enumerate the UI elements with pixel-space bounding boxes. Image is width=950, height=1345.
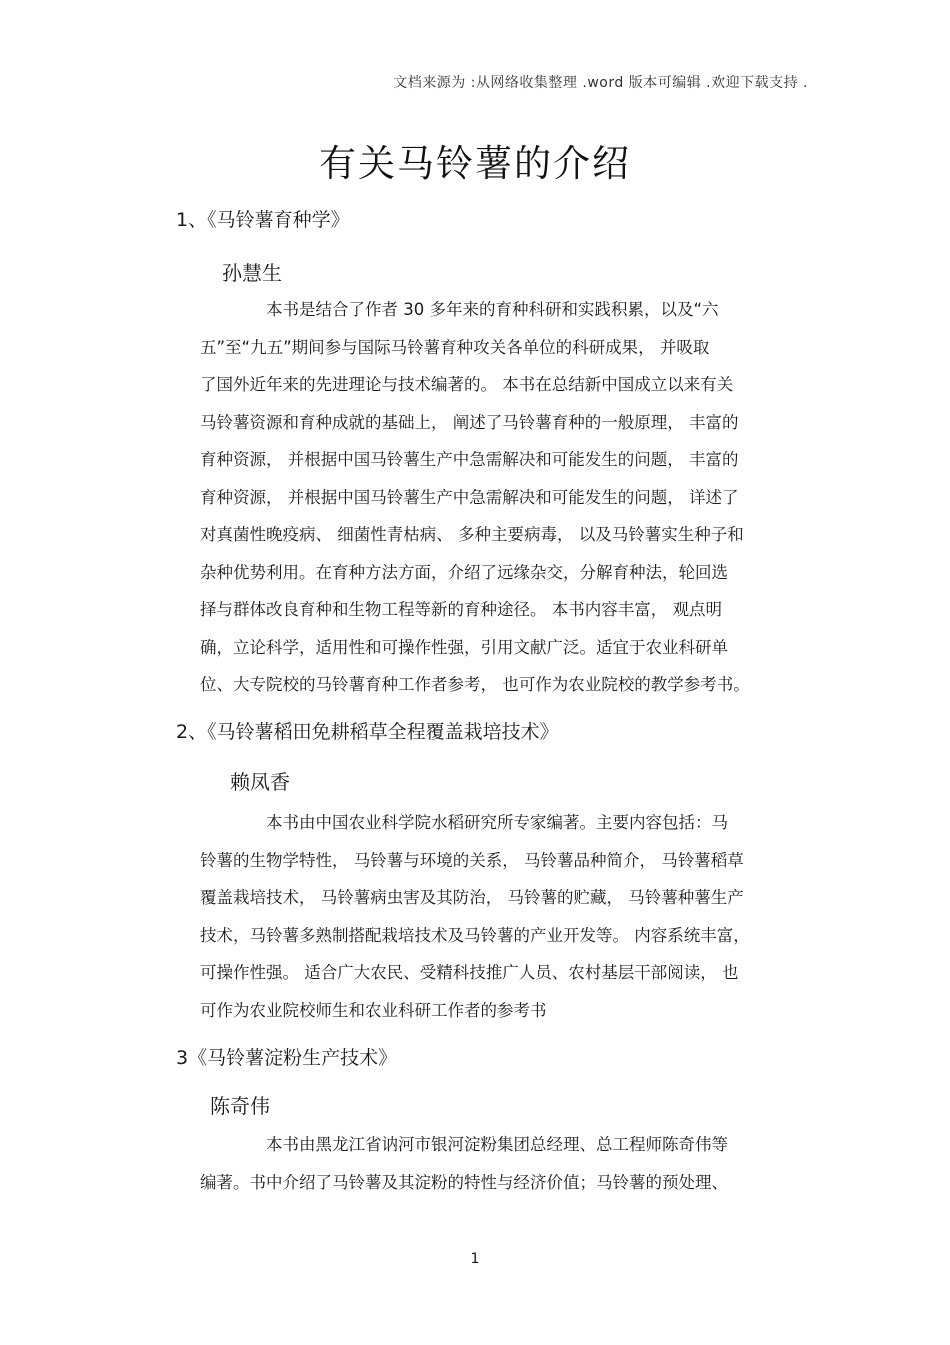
section-body-1 <box>200 291 804 704</box>
section-author-1: 孙慧生 <box>222 261 282 285</box>
body-line: 确，立论科学，适用性和可操作性强，引用文献广泛。适宜于农业科研单 <box>200 637 728 657</box>
body-line: 对真菌性晚疫病、 细菌性青枯病、 多种主要病毒， 以及马铃薯实生种子和 <box>200 525 744 544</box>
section-heading-3: 3《马铃薯淀粉生产技术》 <box>176 1047 398 1069</box>
body-line: 杂种优势利用。在育种方法方面，介绍了远缘杂交，分解育种法，轮回选 <box>200 562 728 582</box>
body-line: 马铃薯资源和育种成就的基础上， 阐述了马铃薯育种的一般原理， 丰富的 <box>200 412 739 432</box>
body-line: 本书由中国农业科学院水稻研究所专家编著。主要内容包括：马 <box>266 813 728 832</box>
section-heading-1: 1、《马铃薯育种学》 <box>176 209 350 231</box>
body-line: 编著。书中介绍了马铃薯及其淀粉的特性与经济价值；马铃薯的预处理、 <box>200 1172 728 1192</box>
body-line: 位、大专院校的马铃薯育种工作者参考， 也可作为农业院校的教学参考书。 <box>200 675 750 694</box>
page-title: 有关马铃薯的介绍 <box>319 142 631 185</box>
body-line: 择与群体改良育种和生物工程等新的育种途径。 本书内容丰富， 观点明 <box>200 600 722 619</box>
body-line: 覆盖栽培技术， 马铃薯病虫害及其防治， 马铃薯的贮藏， 马铃薯种薯生产 <box>200 888 744 907</box>
section-author-3: 陈奇伟 <box>210 1094 270 1118</box>
body-line: 可作为农业院校师生和农业科研工作者的参考书 <box>200 1000 547 1020</box>
body-line: 了国外近年来的先进理论与技术编著的。 本书在总结新中国成立以来有关 <box>200 375 734 394</box>
section-author-2: 赖凤香 <box>230 770 290 794</box>
body-line: 铃薯的生物学特性， 马铃薯与环境的关系， 马铃薯品种简介， 马铃薯稻草 <box>200 850 744 870</box>
section-body-2 <box>200 804 804 1029</box>
body-line: 育种资源， 并根据中国马铃薯生产中急需解决和可能发生的问题， 丰富的 <box>200 450 739 469</box>
body-line: 技术，马铃薯多熟制搭配栽培技术及马铃薯的产业开发等。 内容系统丰富， <box>200 925 750 945</box>
body-line: 本书由黑龙江省讷河市银河淀粉集团总经理、总工程师陈奇伟等 <box>266 1135 728 1154</box>
body-line: 育种资源， 并根据中国马铃薯生产中急需解决和可能发生的问题， 详述了 <box>200 487 739 507</box>
page-number: 1 <box>470 1251 480 1267</box>
source-note: 文档来源为 :从网络收集整理 .word 版本可编辑 .欢迎下载支持 . <box>393 75 808 91</box>
body-line: 可操作性强。 适合广大农民、受精科技推广人员、农村基层干部阅读， 也 <box>200 963 739 982</box>
body-line: 五”至“九五”期间参与国际马铃薯育种攻关各单位的科研成果， 并吸取 <box>200 337 710 357</box>
section-heading-2: 2、《马铃薯稻田免耕稻草全程覆盖栽培技术》 <box>176 721 559 743</box>
section-body-3 <box>200 1126 804 1201</box>
body-line: 本书是结合了作者 30 多年来的育种科研和实践积累，以及“六 <box>266 300 719 319</box>
